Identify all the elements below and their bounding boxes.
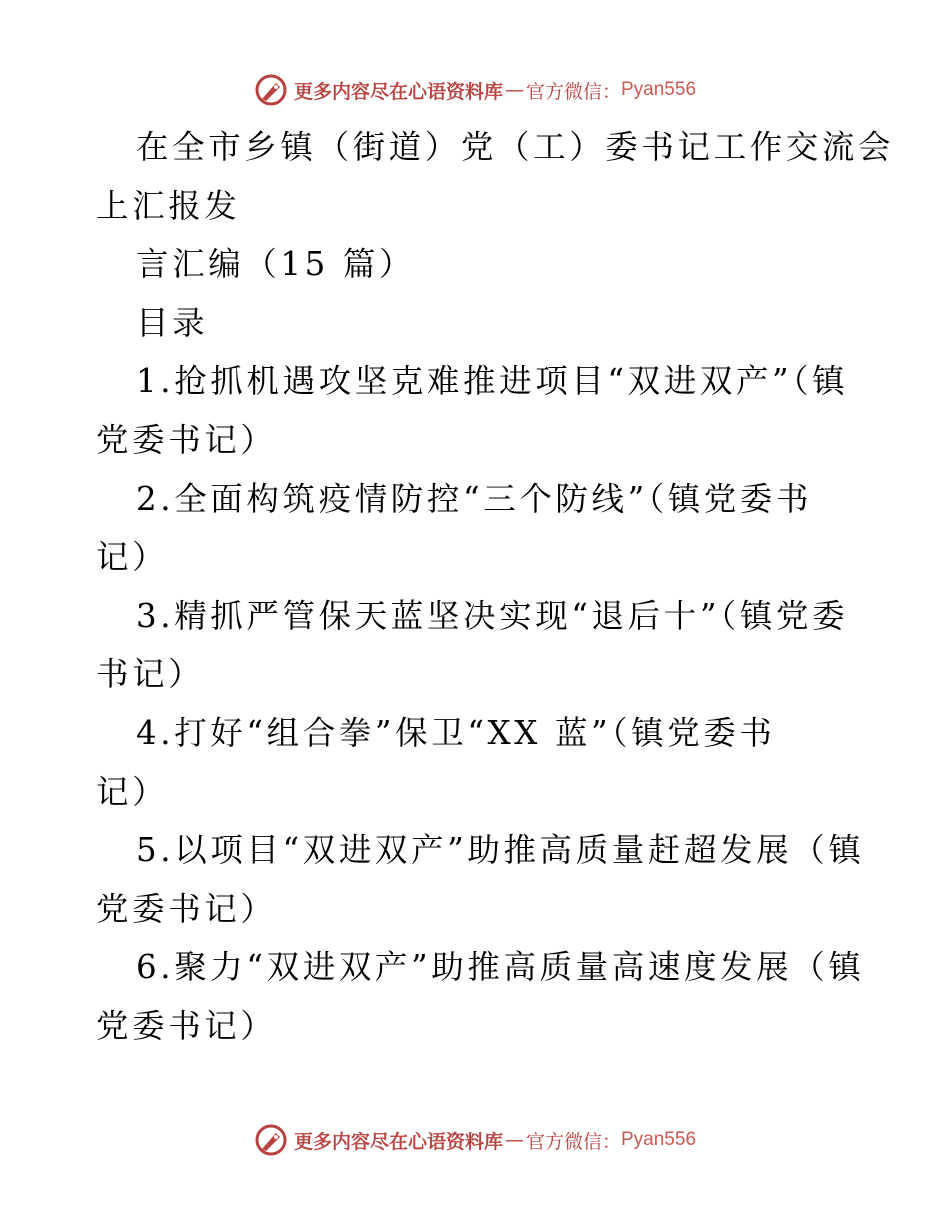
pen-nib-logo-icon [254, 73, 288, 107]
title-line-1: 在全市乡镇（街道）党（工）委书记工作交流会 [136, 128, 895, 166]
toc-item [96, 821, 865, 938]
watermark-dash: — [504, 1129, 524, 1151]
document-body [96, 118, 895, 1056]
pen-nib-logo-icon [254, 1123, 288, 1157]
footer-watermark [0, 1120, 950, 1160]
toc-item-line-1: 1.抢抓机遇攻坚克难推进项目“双进双产”（镇 [136, 362, 849, 401]
toc-item [96, 587, 856, 704]
watermark-prefix: 更多内容尽在心语资料库 [293, 80, 503, 103]
toc-item [96, 352, 856, 469]
toc-item-line-1: 6.聚力“双进双产”助推高质量高速度发展（镇 [136, 948, 865, 987]
watermark-middle: 官方微信： [525, 1130, 621, 1153]
toc-list [96, 352, 865, 1055]
toc-item-line-1: 2.全面构筑疫情防控“三个防线”（镇党委书 [136, 479, 813, 518]
toc-item-line-1: 5.以项目“双进双产”助推高质量赶超发展（镇 [136, 831, 865, 870]
subtitle: 言汇编（15 篇） [136, 245, 416, 284]
title-line-2: 上汇报发 [96, 186, 241, 225]
toc-item-line-2: 记） [96, 772, 169, 811]
toc-item-line-2: 记） [96, 538, 169, 577]
watermark-dash: — [504, 79, 524, 101]
toc-item-line-1: 4.打好“组合拳”保卫“XX 蓝”（镇党委书 [136, 713, 776, 752]
toc-item-line-2: 党委书记） [96, 889, 277, 928]
header-watermark [0, 70, 950, 110]
toc-heading: 目录 [136, 303, 209, 342]
watermark-id: Pyan556 [621, 79, 697, 100]
toc-item [96, 470, 856, 587]
watermark-prefix: 更多内容尽在心语资料库 [293, 1130, 503, 1153]
toc-item-line-2: 书记） [96, 655, 205, 694]
toc-item-line-1: 3.精抓严管保天蓝坚决实现“退后十”（镇党委 [136, 596, 849, 635]
toc-item-line-2: 党委书记） [96, 1006, 277, 1045]
toc-item [96, 704, 856, 821]
watermark-middle: 官方微信： [525, 80, 621, 103]
toc-item [96, 938, 865, 1055]
watermark-id: Pyan556 [621, 1129, 697, 1150]
toc-item-line-2: 党委书记） [96, 420, 277, 459]
